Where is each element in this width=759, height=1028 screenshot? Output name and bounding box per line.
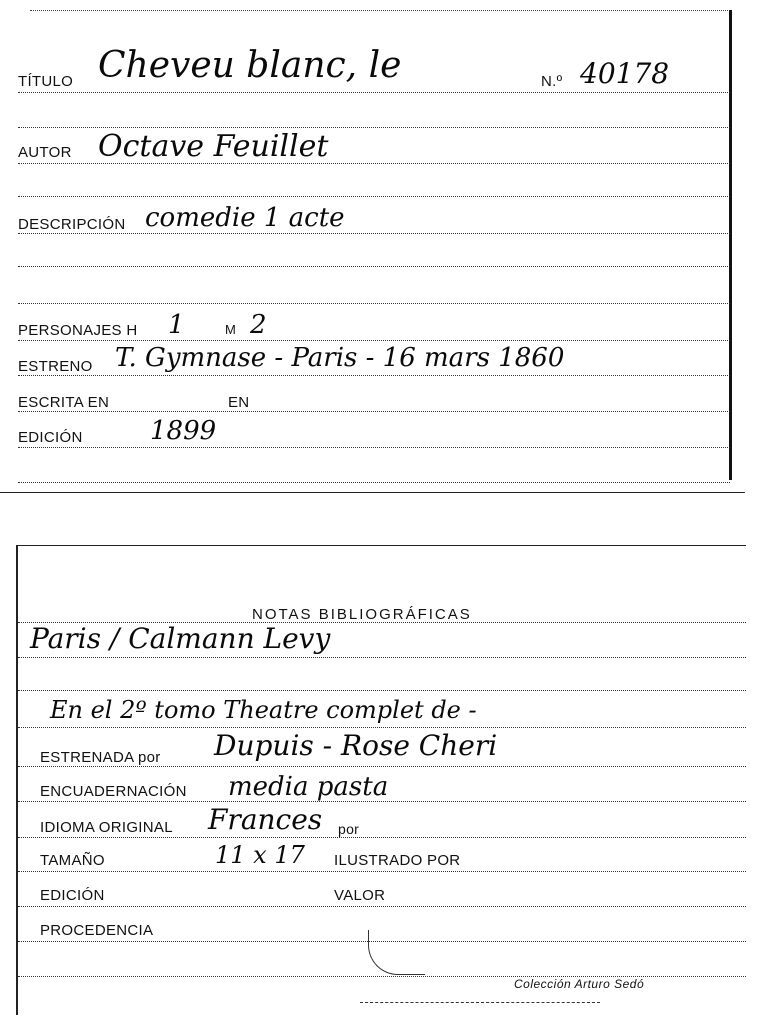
edicion-value: 1899 — [150, 416, 217, 446]
personajes-h-value: 1 — [168, 310, 185, 340]
rule-2 — [18, 196, 730, 197]
nota-rule-3 — [18, 727, 746, 728]
nota-line-1: Paris / Calmann Levy — [30, 622, 331, 655]
ilustrado-label: ILUSTRADO POR — [334, 852, 461, 869]
tamano-value: 11 x 17 — [215, 841, 305, 869]
descripcion-rule — [18, 233, 730, 234]
encuadernacion-label: ENCUADERNACIÓN — [40, 783, 187, 800]
edicion-label: EDICIÓN — [18, 429, 83, 446]
edicion-label: EDICIÓN — [40, 887, 105, 904]
descripcion-value: comedie 1 acte — [145, 203, 345, 233]
idioma-por-label: por — [338, 821, 360, 837]
estreno-rule — [18, 375, 730, 376]
catalog-card-front — [0, 0, 745, 493]
notas-heading: NOTAS BIBLIOGRÁFICAS — [252, 606, 472, 623]
tamano-label: TAMAÑO — [40, 852, 105, 869]
escrita-en-label: EN — [228, 394, 250, 411]
rule-4 — [18, 303, 730, 304]
card-right-border — [729, 10, 732, 480]
nota-rule-1 — [18, 657, 746, 658]
coleccion-footer: Colección Arturo Sedó — [514, 977, 645, 991]
rule-5 — [18, 482, 730, 483]
titulo-value: Cheveu blanc, le — [98, 45, 402, 86]
escrita-label: ESCRITA EN — [18, 394, 110, 411]
estreno-label: ESTRENO — [18, 358, 93, 375]
personajes-m-value: 2 — [250, 310, 267, 340]
estreno-value: T. Gymnase - Paris - 16 mars 1860 — [115, 343, 565, 373]
card-left-border — [16, 545, 18, 1015]
stamp-mark — [368, 930, 425, 975]
numero-value: 40178 — [580, 57, 670, 90]
nota-rule-2 — [18, 690, 746, 691]
nota-line-2: En el 2º tomo Theatre complet de - — [50, 696, 477, 724]
personajes-m-label: M — [225, 322, 237, 337]
escrita-rule — [18, 411, 730, 412]
footer-rule — [360, 1002, 600, 1003]
titulo-rule — [18, 92, 730, 93]
personajes-rule — [18, 340, 730, 341]
rule-1 — [18, 127, 730, 128]
idioma-label: IDIOMA ORIGINAL — [40, 819, 173, 836]
idioma-value: Frances — [208, 803, 323, 836]
estrenada-label: ESTRENADA por — [40, 749, 161, 766]
titulo-label: TÍTULO — [18, 73, 74, 90]
edicion-rule — [18, 447, 730, 448]
estrenada-rule — [18, 766, 746, 767]
valor-label: VALOR — [334, 887, 386, 904]
personajes-label: PERSONAJES H — [18, 322, 138, 339]
catalog-card-back — [0, 540, 759, 1028]
estrenada-value: Dupuis - Rose Cheri — [214, 729, 498, 762]
idioma-rule — [18, 837, 746, 838]
descripcion-label: DESCRIPCIÓN — [18, 216, 126, 233]
autor-label: AUTOR — [18, 144, 72, 161]
rule-3 — [18, 266, 730, 267]
card-top-edge — [30, 10, 730, 11]
autor-rule — [18, 163, 730, 164]
tamano-rule — [18, 871, 746, 872]
numero-label: N.º — [541, 73, 563, 90]
card-top-edge — [16, 545, 746, 546]
encuadernacion-value: media pasta — [228, 772, 389, 802]
edicion-rule — [18, 906, 746, 907]
autor-value: Octave Feuillet — [98, 129, 329, 164]
encuadernacion-rule — [18, 801, 746, 802]
procedencia-label: PROCEDENCIA — [40, 922, 154, 939]
